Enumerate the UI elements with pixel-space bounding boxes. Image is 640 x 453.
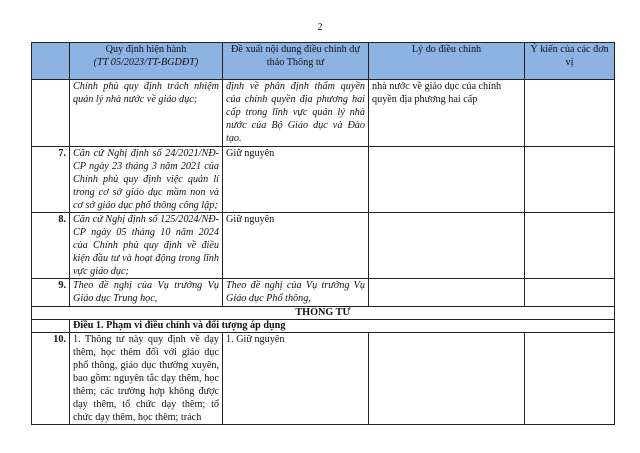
header-opinion: Ý kiến của các đơn vị	[525, 43, 615, 80]
current-regulation-cell: Căn cứ Nghị định số 125/2024/NĐ-CP ngày 05 tháng 10 năm 2024 của Chính phủ quy định về điều kiện đầu tư và hoạt động trong lĩnh vực giáo dục;	[70, 213, 223, 279]
header-stt	[32, 43, 70, 80]
row-number	[32, 80, 70, 147]
proposal-cell: Theo đề nghị của Vụ trưởng Vụ Giáo dục Phổ thông,	[223, 279, 369, 307]
opinion-cell	[525, 279, 615, 307]
reason-cell	[369, 279, 525, 307]
row-number: 7.	[32, 147, 70, 213]
proposal-cell: 1. Giữ nguyên	[223, 333, 369, 425]
row-number: 10.	[32, 333, 70, 425]
current-regulation-cell: Căn cứ Nghị định số 24/2021/NĐ-CP ngày 23 tháng 3 năm 2021 của Chính phủ quy định việc quản lí trong cơ sở giáo dục mầm non và cơ sở giáo dục phổ thông công lập;	[70, 147, 223, 213]
section-row	[32, 307, 615, 320]
reason-cell	[369, 213, 525, 279]
proposal-cell: Giữ nguyên	[223, 147, 369, 213]
reason-cell	[369, 147, 525, 213]
table-row	[32, 147, 615, 213]
table-row	[32, 213, 615, 279]
comparison-table	[31, 42, 615, 425]
header-current-line2: (TT 05/2023/TT-BGDĐT)	[93, 57, 199, 68]
opinion-cell	[525, 80, 615, 147]
row-number: 8.	[32, 213, 70, 279]
opinion-cell	[525, 213, 615, 279]
article-title: Điều 1. Phạm vi điều chỉnh và đối tượng áp dụng	[70, 320, 615, 333]
opinion-cell	[525, 147, 615, 213]
section-title: THÔNG TƯ	[32, 307, 615, 320]
header-current-regulation	[70, 43, 223, 80]
table-row	[32, 333, 615, 425]
proposal-cell: định về phân định thẩm quyền của chính quyền địa phương hai cấp trong lĩnh vực quản lý nhà nước của Bộ Giáo dục và Đào tạo.	[223, 80, 369, 147]
header-proposal: Đề xuất nội dung điều chỉnh dự thảo Thông tư	[223, 43, 369, 80]
reason-cell	[369, 333, 525, 425]
header-reason: Lý do điều chỉnh	[369, 43, 525, 80]
row-number: 9.	[32, 279, 70, 307]
page-number: 2	[317, 22, 323, 33]
proposal-cell: Giữ nguyên	[223, 213, 369, 279]
article-row	[32, 320, 615, 333]
reason-cell: nhà nước về giáo dục của chính quyền địa phương hai cấp	[369, 80, 525, 147]
current-regulation-cell: Chính phủ quy định trách nhiệm quản lý nhà nước về giáo dục;	[70, 80, 223, 147]
article-spacer	[32, 320, 70, 333]
current-regulation-cell: 1. Thông tư này quy định về dạy thêm, học thêm đối với giáo dục phổ thông, giáo dục thường xuyên, bao gồm: nguyên tắc dạy thêm, học thêm; các trường hợp không được dạy thêm, tổ chức dạy thêm; tổ chức dạy thêm, học thêm; trách	[70, 333, 223, 425]
header-current-line1: Quy định hiện hành	[105, 44, 187, 55]
opinion-cell	[525, 333, 615, 425]
current-regulation-cell: Theo đề nghị của Vụ trưởng Vụ Giáo dục Trung học,	[70, 279, 223, 307]
table-row	[32, 80, 615, 147]
table-header-row	[32, 43, 615, 80]
table-row	[32, 279, 615, 307]
